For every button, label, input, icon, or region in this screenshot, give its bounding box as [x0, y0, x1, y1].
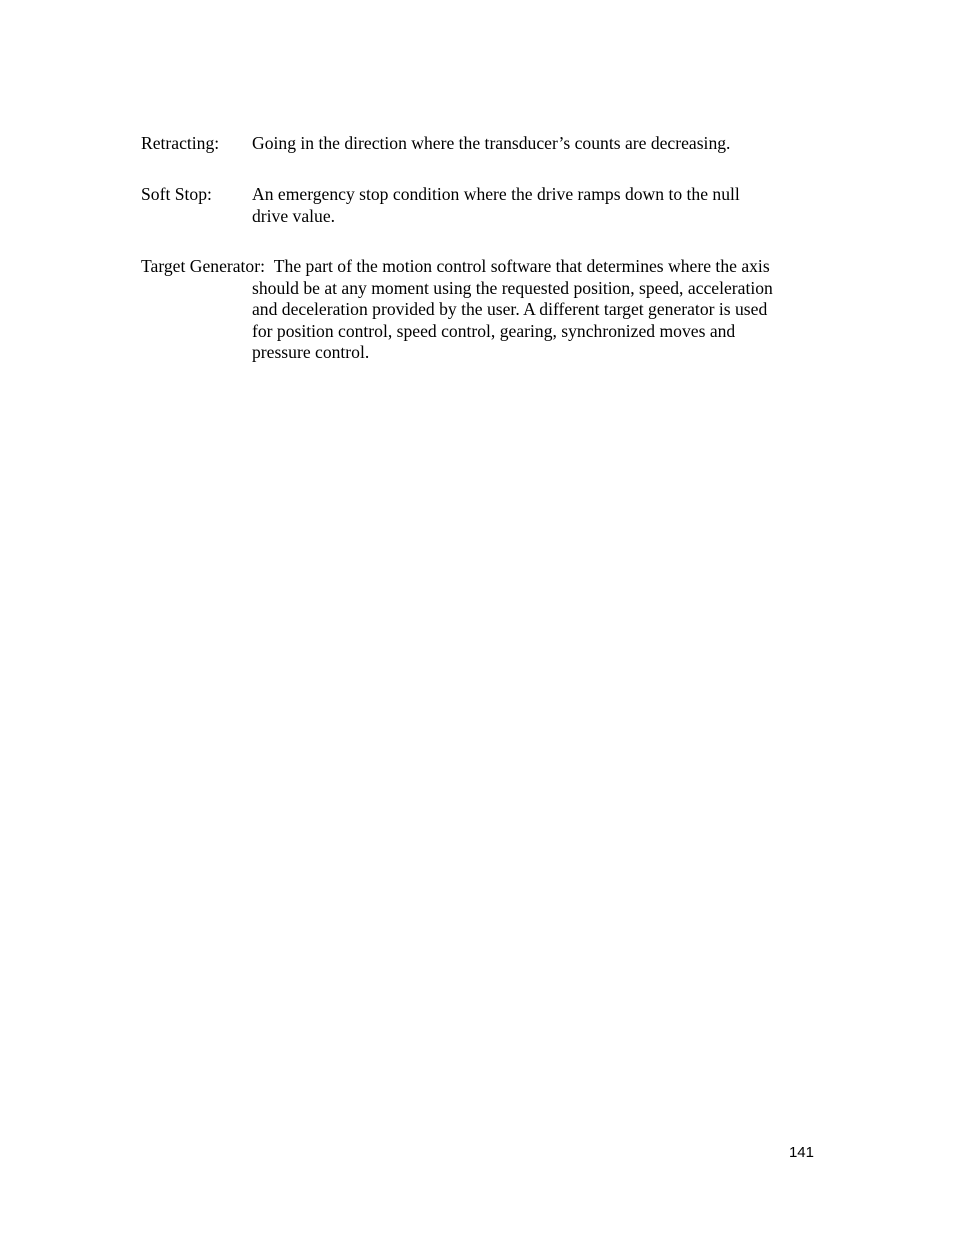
definition-line: for position control, speed control, gearing, synchronized moves and [252, 320, 736, 341]
glossary-entry-retracting [141, 133, 821, 155]
definition-line: and deceleration provided by the user. A different target generator is used [252, 299, 768, 319]
glossary-entry-soft-stop [141, 184, 821, 227]
definition-line: should be at any moment using the requested position, speed, acceleration [252, 277, 773, 298]
definition-line: pressure control. [252, 342, 370, 362]
glossary-definition [252, 278, 821, 364]
glossary-definition [252, 184, 821, 227]
glossary-term: Soft Stop: [141, 184, 212, 204]
definition-first-line [141, 256, 821, 278]
page-number: 141 [788, 1144, 814, 1161]
glossary-definition [252, 133, 821, 155]
definition-line: An emergency stop condition where the drive ramps down to the null [252, 184, 740, 204]
glossary-term: Retracting: [141, 133, 220, 153]
glossary-entry-target-generator [141, 256, 821, 364]
definition-line: Going in the direction where the transducer’s counts are decreasing. [252, 133, 731, 153]
definition-line: drive value. [252, 205, 336, 226]
definition-line: The part of the motion control software that determines where the axis [273, 256, 770, 276]
glossary-term: Target Generator: [141, 256, 265, 276]
